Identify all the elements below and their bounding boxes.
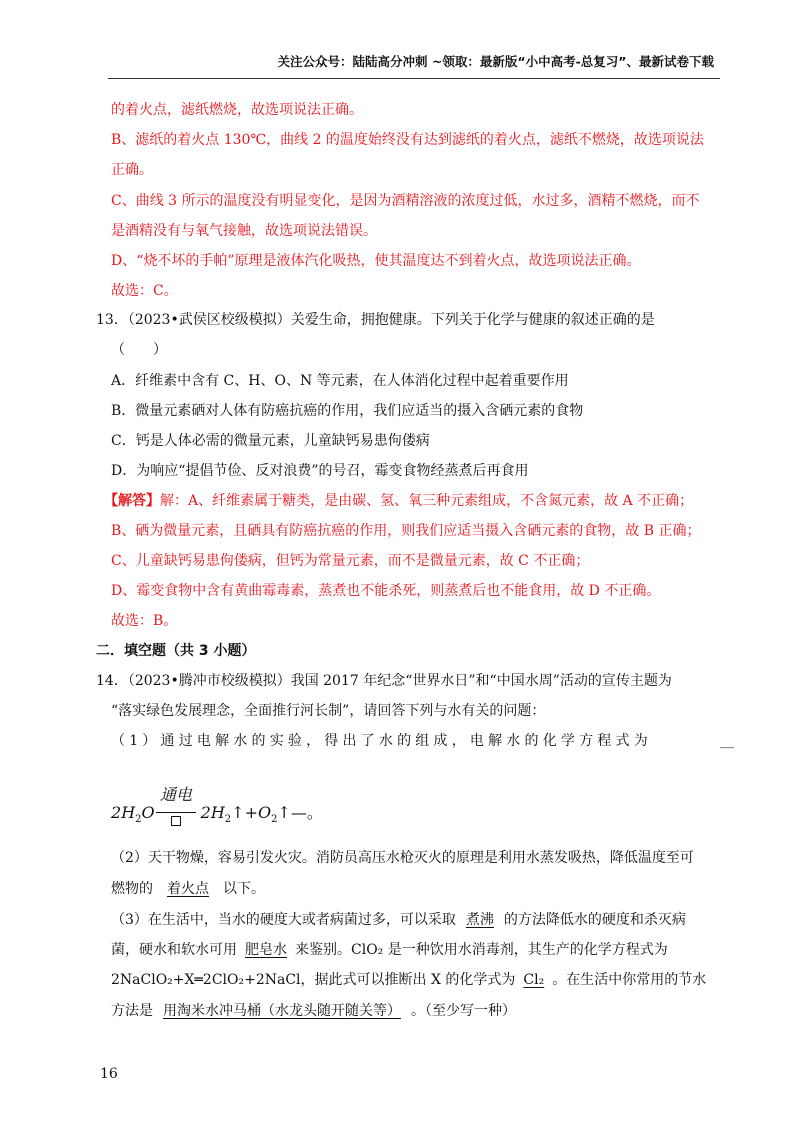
answer-line: 故选：B。: [111, 613, 178, 629]
question-13-paren: （ ）: [111, 342, 167, 358]
text: 2NaClO₂+X═2ClO₂+2NaCl，据此式可以推断出 X 的化学式为: [111, 972, 516, 988]
eq-o2: O: [257, 803, 272, 822]
answer-line: 故选：C。: [111, 283, 178, 299]
answer-line: B、硒为微量元素，且硒具有防癌抗癌的作用，则我们应适当摄入含硒元素的食物，故 B 正确；: [111, 523, 701, 539]
eq-up-arrow: ↑: [277, 803, 291, 822]
eq-sub: 2: [135, 814, 142, 826]
question-14-part3-c: [111, 971, 706, 989]
electrolysis-equation: [111, 800, 323, 825]
option-d: D．为响应“提倡节俭、反对浪费”的号召，霉变食物经蒸煮后再食用: [111, 463, 529, 479]
answer-line: D、“烧不坏的手帕”原理是液体汽化吸热，使其温度达不到着火点，故选项说法正确。: [111, 253, 641, 269]
page-header: 关注公众号：陆陆高分冲刺 ~领取：最新版“小中高考-总复习”、最新试卷下载: [277, 54, 714, 69]
text: 以下。: [223, 881, 265, 897]
eq-sub: 2: [271, 814, 278, 826]
eq-h2: 2H: [200, 803, 225, 822]
answer-line: 解：A、纤维素属于糖类，是由碳、氢、氧三种元素组成，不含氮元素，故 A 不正确；: [160, 493, 694, 509]
question-14-stem-2: “落实绿色发展理念，全面推行河长制”，请回答下列与水有关的问题：: [111, 703, 546, 719]
question-14-part3: [111, 911, 686, 929]
question-14-part2-b: [111, 880, 265, 898]
answer-blank: 着火点: [167, 881, 209, 897]
text: 来鉴别。ClO₂ 是一种饮用水消毒剂，其生产的化学方程式为: [295, 942, 668, 958]
answer-blank: 用淘米水冲马桶（水龙头随开随关等）: [163, 1003, 401, 1019]
question-14-part3-d: [111, 1002, 516, 1020]
text: 菌，硬水和软水可用: [111, 942, 237, 958]
answer-line: C、曲线 3 所示的温度没有明显变化，是因为酒精溶液的浓度过低，水过多，酒精不燃烧，而不: [111, 193, 700, 209]
page-number: 16: [100, 1066, 118, 1082]
text: 燃物的: [111, 881, 153, 897]
text: 。在生活中你常用的节水: [552, 972, 707, 988]
answer-line: B、滤纸的着火点 130℃，曲线 2 的温度始终没有达到滤纸的着火点，滤纸不燃烧，故选项说法: [111, 132, 704, 148]
answer-block-first: [104, 492, 693, 510]
section-title: 二．填空题（共 3 小题）: [96, 643, 256, 659]
answer-blank: 煮沸: [465, 912, 494, 928]
eq-end: —。: [290, 803, 323, 822]
eq-plus: +: [244, 803, 258, 822]
option-c: C．钙是人体必需的微量元素，儿童缺钙易患佝偻病: [111, 433, 430, 449]
answer-blank: 肥皂水: [245, 942, 287, 958]
question-14-part1: （1）通过电解水的实验，得出了水的组成，电解水的化学方程式为: [111, 733, 652, 749]
answer-line: 正确。: [111, 162, 153, 178]
text: 的方法降低水的硬度和杀灭病: [503, 912, 686, 928]
blank-underline: __: [720, 733, 734, 749]
answer-line: C、儿童缺钙易患佝偻病，但钙为常量元素，而不是微量元素，故 C 不正确；: [111, 553, 590, 569]
option-a: A．纤维素中含有 C、H、O、N 等元素，在人体消化过程中起着重要作用: [111, 373, 569, 389]
answer-blank: Cl₂: [523, 972, 545, 988]
eq-coef: 2: [111, 803, 122, 822]
question-14-part2: （2）天干物燥，容易引发火灾。消防员高压水枪灭火的原理是利用水蒸发吸热，降低温度至可: [111, 850, 694, 866]
equation-condition: 通电: [160, 785, 193, 804]
answer-line: D、霉变食物中含有黄曲霉毒素，蒸煮也不能杀死，则蒸煮后也不能食用，故 D 不正确。: [111, 583, 661, 599]
eq-sub: 2: [224, 814, 232, 826]
answer-line: 是酒精没有与氧气接触，故选项说法错误。: [111, 223, 377, 239]
option-b: B．微量元素硒对人体有防癌抗癌的作用，我们应适当的摄入含硒元素的食物: [111, 403, 584, 419]
answer-tag: 【解答】: [104, 493, 160, 509]
text: 方法是: [111, 1003, 153, 1019]
answer-line: 的着火点，滤纸燃烧，故选项说法正确。: [111, 102, 363, 118]
text: 。（至少写一种）: [411, 1003, 516, 1019]
eq-o: O: [141, 803, 155, 822]
question-14-stem: 14．（2023•腾冲市校级模拟）我国 2017 年纪念“世界水日”和“中国水周”活动的宣传主题为: [96, 673, 672, 689]
eq-h: H: [121, 803, 136, 822]
text: （3）在生活中，当水的硬度大或者病菌过多，可以采取: [111, 912, 456, 928]
eq-up-arrow: ↑: [231, 803, 245, 822]
header-rule: [108, 78, 720, 79]
question-13-stem: 13．（2023•武侯区校级模拟）关爱生命，拥抱健康。下列关于化学与健康的叙述正确的是: [96, 312, 655, 328]
question-14-part3-b: [111, 941, 668, 959]
